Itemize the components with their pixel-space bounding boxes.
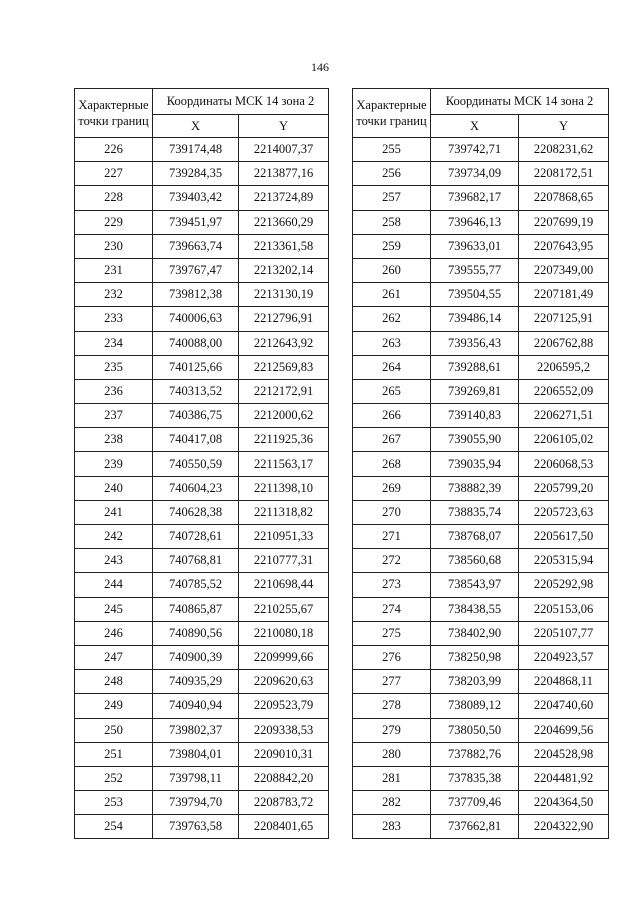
point-number-cell: 262	[353, 307, 431, 331]
y-coordinate-cell: 2210951,33	[239, 525, 329, 549]
y-coordinate-cell: 2208401,65	[239, 815, 329, 839]
point-number-cell: 263	[353, 331, 431, 355]
x-coordinate-cell: 740628,38	[153, 500, 239, 524]
table-row	[75, 138, 329, 162]
y-coordinate-cell: 2204740,60	[519, 694, 609, 718]
point-number-cell: 232	[75, 283, 153, 307]
y-coordinate-cell: 2210777,31	[239, 549, 329, 573]
y-coordinate-cell: 2208783,72	[239, 791, 329, 815]
table-row	[75, 452, 329, 476]
point-number-cell: 279	[353, 718, 431, 742]
y-coordinate-cell: 2212796,91	[239, 307, 329, 331]
table-row	[75, 573, 329, 597]
point-number-cell: 259	[353, 234, 431, 258]
y-coordinate-cell: 2209338,53	[239, 718, 329, 742]
table-row	[75, 645, 329, 669]
point-number-cell: 269	[353, 476, 431, 500]
point-number-cell: 278	[353, 694, 431, 718]
table-row	[353, 404, 609, 428]
x-coordinate-cell: 738402,90	[431, 621, 519, 645]
x-coordinate-cell: 740088,00	[153, 331, 239, 355]
x-coordinate-cell: 739646,13	[431, 210, 519, 234]
x-coordinate-cell: 740604,23	[153, 476, 239, 500]
y-coordinate-cell: 2212172,91	[239, 379, 329, 403]
y-coordinate-cell: 2205153,06	[519, 597, 609, 621]
table-row	[353, 815, 609, 839]
x-coordinate-cell: 740785,52	[153, 573, 239, 597]
point-number-cell: 261	[353, 283, 431, 307]
table-row	[75, 258, 329, 282]
x-coordinate-cell: 739734,09	[431, 162, 519, 186]
point-number-cell: 227	[75, 162, 153, 186]
table-row	[75, 307, 329, 331]
y-coordinate-cell: 2211925,36	[239, 428, 329, 452]
x-coordinate-cell: 739663,74	[153, 234, 239, 258]
x-coordinate-cell: 739794,70	[153, 791, 239, 815]
point-number-cell: 230	[75, 234, 153, 258]
y-coordinate-cell: 2212569,83	[239, 355, 329, 379]
table-row	[353, 694, 609, 718]
table-row	[353, 573, 609, 597]
table-row	[75, 694, 329, 718]
x-coordinate-cell: 739802,37	[153, 718, 239, 742]
y-column-header: Y	[519, 115, 609, 138]
y-coordinate-cell: 2212000,62	[239, 404, 329, 428]
table-body-left	[75, 138, 329, 839]
table-row	[75, 404, 329, 428]
point-number-cell: 242	[75, 525, 153, 549]
x-coordinate-cell: 739140,83	[431, 404, 519, 428]
point-number-cell: 267	[353, 428, 431, 452]
point-number-cell: 228	[75, 186, 153, 210]
point-number-cell: 283	[353, 815, 431, 839]
x-coordinate-cell: 739356,43	[431, 331, 519, 355]
point-number-cell: 257	[353, 186, 431, 210]
x-coordinate-cell: 738560,68	[431, 549, 519, 573]
point-number-cell: 281	[353, 766, 431, 790]
point-number-cell: 270	[353, 500, 431, 524]
point-number-cell: 277	[353, 670, 431, 694]
table-row	[75, 500, 329, 524]
y-coordinate-cell: 2204923,57	[519, 645, 609, 669]
point-number-cell: 255	[353, 138, 431, 162]
point-number-cell: 249	[75, 694, 153, 718]
point-number-cell: 250	[75, 718, 153, 742]
point-number-cell: 260	[353, 258, 431, 282]
points-header-line2: точки границ	[78, 114, 149, 128]
coordinates-table-left	[74, 88, 329, 839]
table-row	[75, 791, 329, 815]
y-coordinate-cell: 2207181,49	[519, 283, 609, 307]
point-number-cell: 239	[75, 452, 153, 476]
x-coordinate-cell: 740417,08	[153, 428, 239, 452]
x-coordinate-cell: 739504,55	[431, 283, 519, 307]
x-coordinate-cell: 739284,35	[153, 162, 239, 186]
coordinates-table-right	[352, 88, 609, 839]
table-row	[75, 234, 329, 258]
table-row	[353, 742, 609, 766]
point-number-cell: 247	[75, 645, 153, 669]
point-number-cell: 245	[75, 597, 153, 621]
y-coordinate-cell: 2204699,56	[519, 718, 609, 742]
table-row	[353, 476, 609, 500]
x-coordinate-cell: 739486,14	[431, 307, 519, 331]
table-row	[353, 234, 609, 258]
y-coordinate-cell: 2209523,79	[239, 694, 329, 718]
y-coordinate-cell: 2211563,17	[239, 452, 329, 476]
point-number-cell: 237	[75, 404, 153, 428]
table-row	[75, 210, 329, 234]
x-column-header: X	[153, 115, 239, 138]
table-row	[75, 283, 329, 307]
x-coordinate-cell: 738050,50	[431, 718, 519, 742]
table-row	[353, 307, 609, 331]
table-row	[353, 500, 609, 524]
point-number-cell: 240	[75, 476, 153, 500]
y-coordinate-cell: 2207643,95	[519, 234, 609, 258]
point-number-cell: 276	[353, 645, 431, 669]
point-number-cell: 238	[75, 428, 153, 452]
y-coordinate-cell: 2210080,18	[239, 621, 329, 645]
table-row	[75, 331, 329, 355]
x-coordinate-cell: 737882,76	[431, 742, 519, 766]
table-row	[75, 766, 329, 790]
y-coordinate-cell: 2209620,63	[239, 670, 329, 694]
x-coordinate-cell: 739798,11	[153, 766, 239, 790]
points-header-line2: точки границ	[356, 114, 427, 128]
y-coordinate-cell: 2206552,09	[519, 379, 609, 403]
point-number-cell: 246	[75, 621, 153, 645]
table-row	[353, 162, 609, 186]
point-number-cell: 244	[75, 573, 153, 597]
table-row	[75, 670, 329, 694]
x-coordinate-cell: 737835,38	[431, 766, 519, 790]
point-number-cell: 256	[353, 162, 431, 186]
y-coordinate-cell: 2207349,00	[519, 258, 609, 282]
y-coordinate-cell: 2205107,77	[519, 621, 609, 645]
y-coordinate-cell: 2210255,67	[239, 597, 329, 621]
y-coordinate-cell: 2206068,53	[519, 452, 609, 476]
point-number-cell: 280	[353, 742, 431, 766]
y-coordinate-cell: 2204322,90	[519, 815, 609, 839]
point-number-cell: 243	[75, 549, 153, 573]
table-row	[353, 718, 609, 742]
y-column-header: Y	[239, 115, 329, 138]
coord-system-header: Координаты МСК 14 зона 2	[153, 89, 329, 115]
y-coordinate-cell: 2206271,51	[519, 404, 609, 428]
x-coordinate-cell: 738543,97	[431, 573, 519, 597]
table-row	[353, 258, 609, 282]
y-coordinate-cell: 2205799,20	[519, 476, 609, 500]
table-row	[75, 162, 329, 186]
points-header	[353, 89, 431, 138]
y-coordinate-cell: 2205292,98	[519, 573, 609, 597]
table-row	[353, 766, 609, 790]
x-coordinate-cell: 740386,75	[153, 404, 239, 428]
y-coordinate-cell: 2204481,92	[519, 766, 609, 790]
table-row	[353, 597, 609, 621]
point-number-cell: 231	[75, 258, 153, 282]
point-number-cell: 248	[75, 670, 153, 694]
y-coordinate-cell: 2206105,02	[519, 428, 609, 452]
point-number-cell: 229	[75, 210, 153, 234]
x-coordinate-cell: 739742,71	[431, 138, 519, 162]
point-number-cell: 264	[353, 355, 431, 379]
coord-system-header: Координаты МСК 14 зона 2	[431, 89, 609, 115]
y-coordinate-cell: 2214007,37	[239, 138, 329, 162]
point-number-cell: 266	[353, 404, 431, 428]
point-number-cell: 236	[75, 379, 153, 403]
table-row	[353, 645, 609, 669]
x-coordinate-cell: 740313,52	[153, 379, 239, 403]
y-coordinate-cell: 2211398,10	[239, 476, 329, 500]
x-coordinate-cell: 739288,61	[431, 355, 519, 379]
y-coordinate-cell: 2204528,98	[519, 742, 609, 766]
y-coordinate-cell: 2204868,11	[519, 670, 609, 694]
point-number-cell: 234	[75, 331, 153, 355]
x-coordinate-cell: 739055,90	[431, 428, 519, 452]
x-coordinate-cell: 739633,01	[431, 234, 519, 258]
point-number-cell: 235	[75, 355, 153, 379]
point-number-cell: 273	[353, 573, 431, 597]
x-coordinate-cell: 740935,29	[153, 670, 239, 694]
x-coordinate-cell: 740900,39	[153, 645, 239, 669]
table-row	[75, 597, 329, 621]
x-coordinate-cell: 740865,87	[153, 597, 239, 621]
x-coordinate-cell: 738250,98	[431, 645, 519, 669]
y-coordinate-cell: 2205617,50	[519, 525, 609, 549]
y-coordinate-cell: 2206762,88	[519, 331, 609, 355]
table-body-right	[353, 138, 609, 839]
x-coordinate-cell: 738438,55	[431, 597, 519, 621]
x-column-header: X	[431, 115, 519, 138]
x-coordinate-cell: 739682,17	[431, 186, 519, 210]
table-row	[353, 186, 609, 210]
x-coordinate-cell: 739269,81	[431, 379, 519, 403]
x-coordinate-cell: 740768,81	[153, 549, 239, 573]
x-coordinate-cell: 737662,81	[431, 815, 519, 839]
table-row	[75, 525, 329, 549]
y-coordinate-cell: 2213361,58	[239, 234, 329, 258]
y-coordinate-cell: 2208842,20	[239, 766, 329, 790]
table-row	[353, 210, 609, 234]
x-coordinate-cell: 739555,77	[431, 258, 519, 282]
x-coordinate-cell: 740125,66	[153, 355, 239, 379]
table-row	[353, 621, 609, 645]
y-coordinate-cell: 2213202,14	[239, 258, 329, 282]
y-coordinate-cell: 2213877,16	[239, 162, 329, 186]
points-header-line1: Характерные	[356, 98, 427, 112]
table-row	[353, 452, 609, 476]
table-row	[353, 549, 609, 573]
table-row	[75, 428, 329, 452]
y-coordinate-cell: 2207125,91	[519, 307, 609, 331]
x-coordinate-cell: 740550,59	[153, 452, 239, 476]
x-coordinate-cell: 739804,01	[153, 742, 239, 766]
x-coordinate-cell: 738203,99	[431, 670, 519, 694]
point-number-cell: 241	[75, 500, 153, 524]
x-coordinate-cell: 739763,58	[153, 815, 239, 839]
x-coordinate-cell: 739767,47	[153, 258, 239, 282]
y-coordinate-cell: 2204364,50	[519, 791, 609, 815]
y-coordinate-cell: 2213130,19	[239, 283, 329, 307]
y-coordinate-cell: 2209999,66	[239, 645, 329, 669]
x-coordinate-cell: 739174,48	[153, 138, 239, 162]
y-coordinate-cell: 2205315,94	[519, 549, 609, 573]
table-row	[353, 283, 609, 307]
table-row	[75, 549, 329, 573]
table-row	[353, 331, 609, 355]
y-coordinate-cell: 2207699,19	[519, 210, 609, 234]
point-number-cell: 282	[353, 791, 431, 815]
x-coordinate-cell: 740940,94	[153, 694, 239, 718]
y-coordinate-cell: 2205723,63	[519, 500, 609, 524]
points-header	[75, 89, 153, 138]
y-coordinate-cell: 2206595,2	[519, 355, 609, 379]
point-number-cell: 253	[75, 791, 153, 815]
point-number-cell: 274	[353, 597, 431, 621]
table-row	[353, 670, 609, 694]
table-row	[75, 815, 329, 839]
table-row	[353, 355, 609, 379]
y-coordinate-cell: 2207868,65	[519, 186, 609, 210]
table-row	[75, 476, 329, 500]
point-number-cell: 252	[75, 766, 153, 790]
x-coordinate-cell: 738089,12	[431, 694, 519, 718]
point-number-cell: 271	[353, 525, 431, 549]
y-coordinate-cell: 2210698,44	[239, 573, 329, 597]
point-number-cell: 268	[353, 452, 431, 476]
y-coordinate-cell: 2208172,51	[519, 162, 609, 186]
x-coordinate-cell: 740728,61	[153, 525, 239, 549]
y-coordinate-cell: 2213660,29	[239, 210, 329, 234]
table-row	[353, 428, 609, 452]
x-coordinate-cell: 739035,94	[431, 452, 519, 476]
table-row	[75, 186, 329, 210]
y-coordinate-cell: 2208231,62	[519, 138, 609, 162]
x-coordinate-cell: 738768,07	[431, 525, 519, 549]
x-coordinate-cell: 740006,63	[153, 307, 239, 331]
table-row	[353, 379, 609, 403]
page-number: 146	[311, 60, 329, 74]
point-number-cell: 251	[75, 742, 153, 766]
x-coordinate-cell: 739403,42	[153, 186, 239, 210]
y-coordinate-cell: 2213724,89	[239, 186, 329, 210]
point-number-cell: 254	[75, 815, 153, 839]
points-header-line1: Характерные	[78, 98, 149, 112]
table-row	[75, 379, 329, 403]
table-row	[353, 138, 609, 162]
x-coordinate-cell: 739812,38	[153, 283, 239, 307]
point-number-cell: 258	[353, 210, 431, 234]
x-coordinate-cell: 740890,56	[153, 621, 239, 645]
table-row	[75, 718, 329, 742]
y-coordinate-cell: 2212643,92	[239, 331, 329, 355]
point-number-cell: 265	[353, 379, 431, 403]
x-coordinate-cell: 739451,97	[153, 210, 239, 234]
y-coordinate-cell: 2211318,82	[239, 500, 329, 524]
point-number-cell: 272	[353, 549, 431, 573]
point-number-cell: 233	[75, 307, 153, 331]
table-row	[353, 525, 609, 549]
point-number-cell: 226	[75, 138, 153, 162]
y-coordinate-cell: 2209010,31	[239, 742, 329, 766]
table-row	[75, 621, 329, 645]
x-coordinate-cell: 737709,46	[431, 791, 519, 815]
x-coordinate-cell: 738882,39	[431, 476, 519, 500]
table-row	[75, 355, 329, 379]
table-row	[75, 742, 329, 766]
table-row	[353, 791, 609, 815]
x-coordinate-cell: 738835,74	[431, 500, 519, 524]
point-number-cell: 275	[353, 621, 431, 645]
